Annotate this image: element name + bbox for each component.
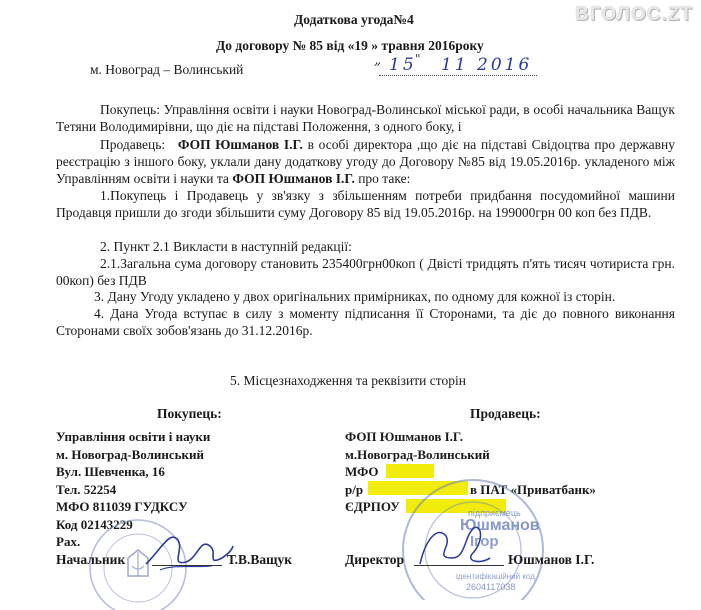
stamp-text-small: підприємець (468, 508, 521, 518)
paragraph-buyer: Покупець: Управління освіти і науки Новоград-Волинської міської ради, в особі начальника Ващук Тетяни Володимирівни, що діє на підставі Положення, з одного боку, і (56, 102, 675, 134)
seller-name-2: ФОП Юшманов І.Г. (232, 171, 355, 186)
buyer-line: МФО 811039 ГУДКСУ (56, 499, 188, 514)
stamp-text-name2: Ігор (470, 533, 499, 550)
buyer-line: Вул. Шевченка, 16 (56, 464, 165, 479)
buyer-sign-label: Начальник (56, 552, 126, 567)
date-year: 2016 (477, 55, 533, 75)
buyer-line: Код 02143229 (56, 516, 133, 532)
paragraph-clause-3: 3. Дану Угоду укладено у двох оригінальних примірниках, по одному для кожної із сторін. (94, 289, 616, 304)
seller-bank: в ПАТ «Приватбанк» (470, 481, 596, 497)
document-title: Додаткова угода№4 (294, 12, 414, 27)
buyer-sign-line (152, 565, 222, 566)
stamp-text-name: Юшманов (460, 517, 540, 534)
paragraph-clause-4: 4. Дана Угода вступає в силу з моменту підписання її Сторонами, та діє до повного виконання Сторонами своїх зобов'язань до 31.12.2016р. (56, 306, 675, 338)
paragraph-clause-1: 1.Покупець і Продавець у зв'язку з збільшенням потреби придбання посудомийної машини Продавця пришли до згоди збільшити суму Договору 85 від 19.05.2016р. на 199000грн 00 коп без ПДВ. (56, 188, 675, 220)
date-month: 11 (441, 55, 469, 75)
place-of-signing: м. Новоград – Волинський (90, 62, 244, 77)
buyer-line: Управління освіти і науки (56, 429, 211, 444)
stamp-text-code-label: ідентифікаційний код (456, 572, 535, 581)
buyer-sign-name: Т.В.Ващук (227, 552, 293, 567)
seller-line: м.Новоград-Волинський (345, 446, 490, 462)
seller-heading: Продавець: (470, 406, 541, 421)
date-day: 15 (389, 55, 417, 75)
paragraph-clause-2-1: 2.1.Загальна сума договору становить 235400грн00коп ( Двісті тридцять п'ять тисяч чотириста грн. 00коп) без ПДВ (56, 256, 675, 288)
seller-mfo-label: МФО (345, 464, 379, 479)
seller-sign-label: Директор (345, 552, 405, 567)
seller-sign-name: Юшманов І.Г. (508, 552, 595, 567)
seller-text: в особі директора ,що діє на підставі Свідоцтва про державну реєстрацію з іншого боку, уклали дану додаткову угоду до Договору №85 від 19.05.2016р. укладеного між Управлінням освіти і науки та (56, 137, 676, 186)
paragraph-seller (56, 136, 675, 187)
buyer-line: м. Новоград-Волинський (56, 446, 205, 462)
document-subtitle: До договору № 85 від «19 » травня 2016року (216, 38, 484, 53)
handwritten-date: „ 15 " 11 2016 (373, 54, 543, 80)
seller-line: ФОП Юшманов І.Г. (345, 429, 463, 444)
site-watermark: ВГОЛОС.ZT (575, 4, 693, 25)
seller-edrpou-label: ЄДРПОУ (345, 499, 400, 514)
buyer-signature-icon (140, 524, 235, 576)
seller-text-end: про таке: (358, 171, 411, 186)
seller-sign-line (414, 565, 504, 566)
section-5-heading: 5. Місцезнаходження та реквізити сторін (230, 373, 466, 388)
seller-name: ФОП Юшманов І.Г. (177, 137, 303, 152)
stamp-text-code: 2604117038 (466, 582, 516, 592)
buyer-line: Рах. (56, 534, 81, 549)
buyer-heading: Покупець: (157, 406, 222, 421)
buyer-line: Тел. 52254 (56, 481, 117, 497)
seller-label: Продавець: (100, 137, 166, 152)
seller-account-label: р/р (345, 481, 364, 497)
paragraph-clause-2: 2. Пункт 2.1 Викласти в наступній редакції: (100, 239, 352, 254)
